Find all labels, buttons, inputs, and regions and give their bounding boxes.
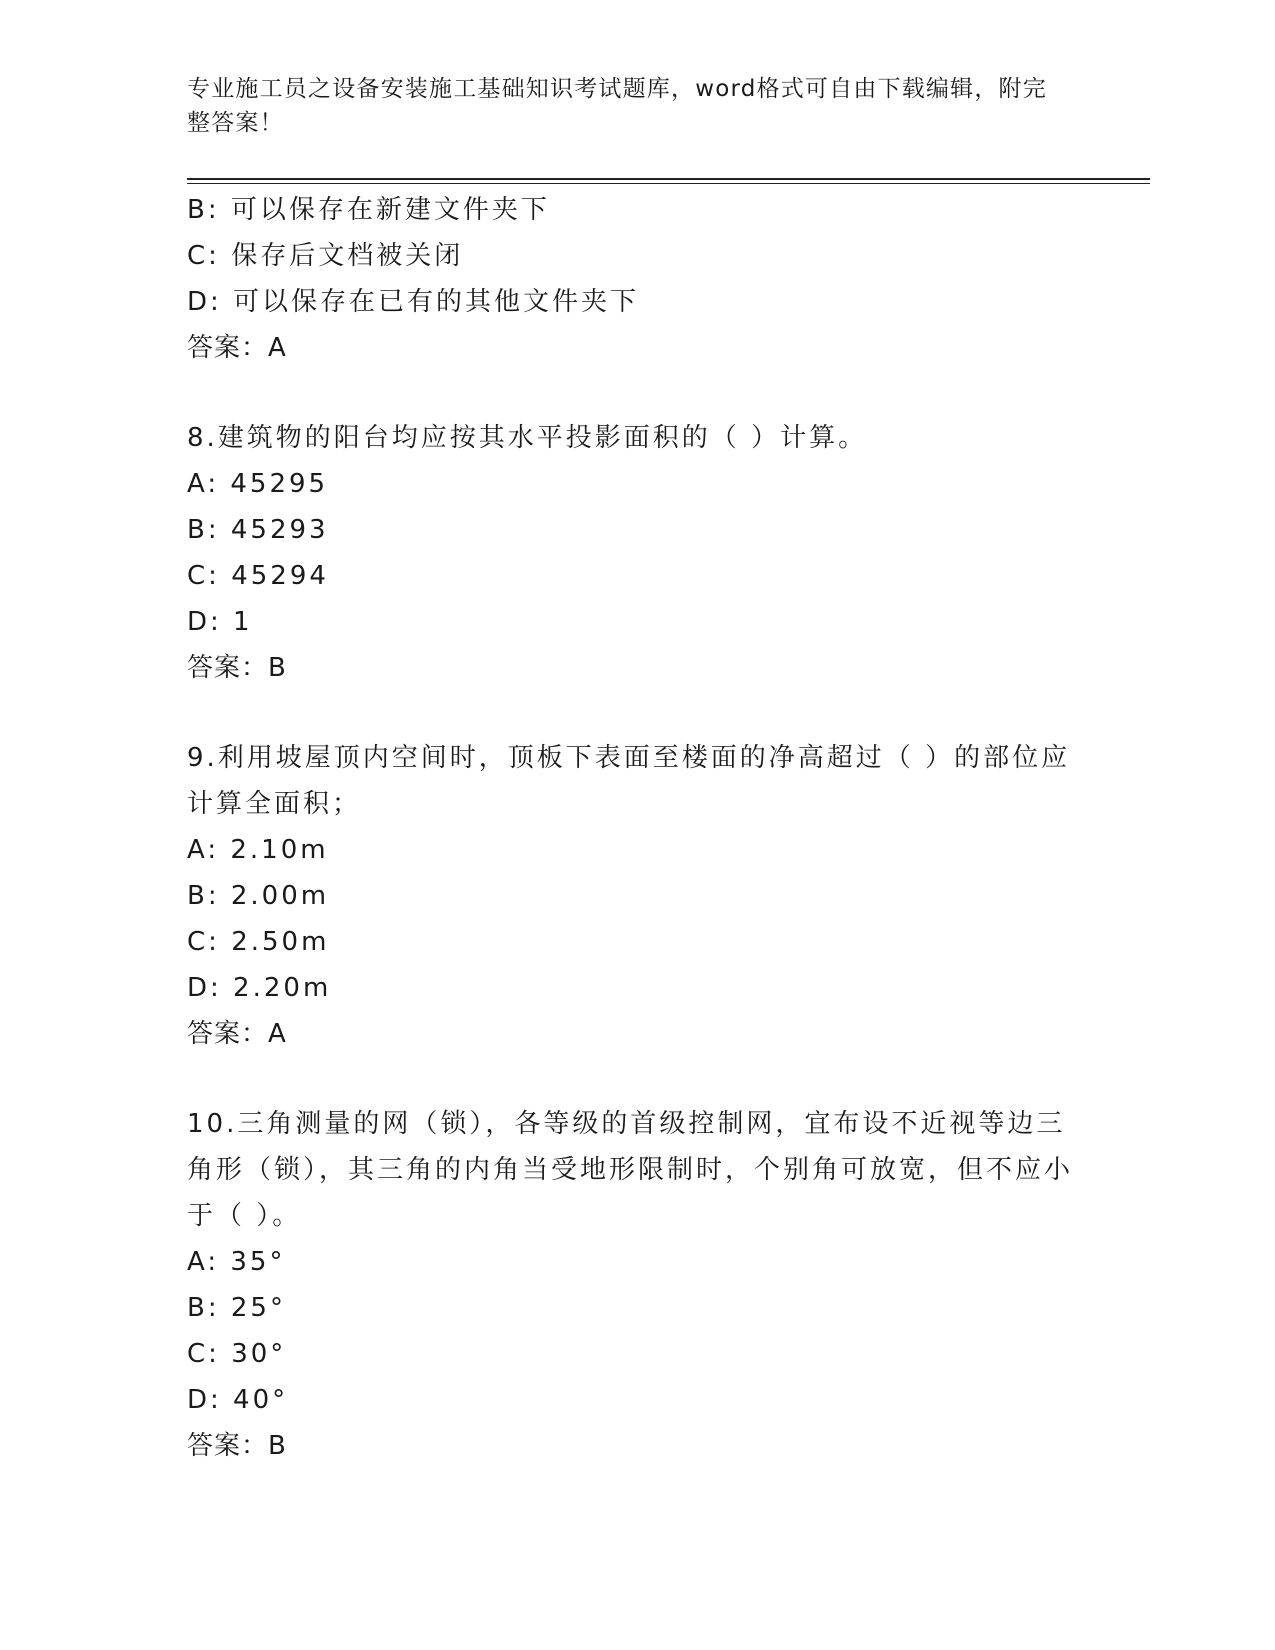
option-text: 25° — [230, 1293, 286, 1323]
question-text: 10.三角测量的网（锁），各等级的首级控制网，宜布设不近视等边三角形（锁），其三角的内角当受地形限制时，个别角可放宽，但不应小于（ ）。 — [187, 1109, 1074, 1231]
option-label: A: — [187, 835, 220, 865]
option-label: B: — [187, 515, 220, 545]
option-b — [187, 507, 1087, 553]
answer-line: 答案：A — [187, 333, 287, 363]
option-text: 可以保存在新建文件夹下 — [230, 195, 550, 225]
option-text: 45295 — [230, 469, 329, 499]
option-c — [187, 233, 1087, 279]
question-8 — [187, 415, 1087, 691]
option-label: A: — [187, 1247, 220, 1277]
option-a — [187, 1239, 1087, 1285]
question-text: 8.建筑物的阳台均应按其水平投影面积的（ ）计算。 — [187, 423, 868, 453]
option-text: 可以保存在已有的其他文件夹下 — [233, 287, 640, 317]
option-c — [187, 553, 1087, 599]
option-label: B: — [187, 881, 220, 911]
option-c — [187, 1331, 1087, 1377]
option-label: C: — [187, 561, 220, 591]
question-10 — [187, 1101, 1087, 1469]
option-text: 1 — [233, 607, 253, 637]
option-d — [187, 599, 1087, 645]
option-text: 2.00m — [230, 881, 330, 911]
header-divider-thick — [187, 178, 1150, 180]
option-label: B: — [187, 1293, 220, 1323]
option-text: 2.10m — [230, 835, 329, 865]
option-label: D: — [187, 607, 222, 637]
header-divider-thin — [187, 183, 1150, 184]
header-title: 专业施工员之设备安装施工基础知识考试题库，word格式可自由下载编辑，附完整答案！ — [187, 76, 1047, 136]
option-d — [187, 279, 1087, 325]
answer-line: 答案：B — [187, 653, 287, 683]
question-text: 9.利用坡屋顶内空间时，顶板下表面至楼面的净高超过（ ）的部位应计算全面积； — [187, 743, 1071, 819]
option-text: 45294 — [231, 561, 329, 591]
question-9 — [187, 735, 1087, 1057]
page-header — [187, 72, 1067, 140]
option-a — [187, 461, 1087, 507]
question-7-continued — [187, 187, 1087, 371]
option-text: 35° — [230, 1247, 286, 1277]
answer-line: 答案：B — [187, 1431, 287, 1461]
option-text: 30° — [231, 1339, 287, 1369]
answer-line: 答案：A — [187, 1019, 287, 1049]
option-text: 40° — [233, 1385, 289, 1415]
option-text: 2.20m — [233, 973, 332, 1003]
spacer — [187, 1057, 1087, 1101]
option-d — [187, 965, 1087, 1011]
question-list — [187, 187, 1087, 1469]
spacer — [187, 691, 1087, 735]
spacer — [187, 371, 1087, 415]
option-b — [187, 1285, 1087, 1331]
option-b — [187, 187, 1087, 233]
option-label: D: — [187, 973, 222, 1003]
option-label: A: — [187, 469, 220, 499]
option-d — [187, 1377, 1087, 1423]
option-c — [187, 919, 1087, 965]
option-text: 45293 — [230, 515, 329, 545]
option-text: 保存后文档被关闭 — [231, 241, 464, 271]
option-label: C: — [187, 1339, 220, 1369]
option-a — [187, 827, 1087, 873]
option-label: B: — [187, 195, 220, 225]
option-label: C: — [187, 241, 220, 271]
option-label: C: — [187, 927, 220, 957]
option-b — [187, 873, 1087, 919]
option-label: D: — [187, 1385, 222, 1415]
option-label: D: — [187, 287, 222, 317]
option-text: 2.50m — [231, 927, 330, 957]
